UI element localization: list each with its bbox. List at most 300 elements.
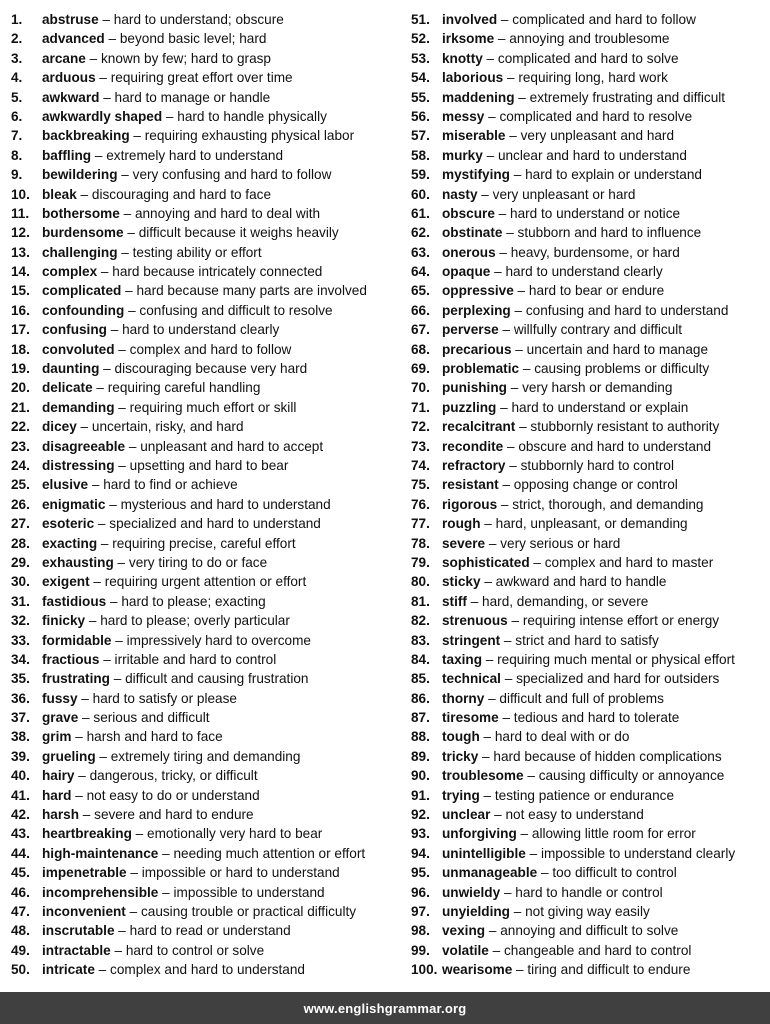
item-word: exhausting <box>42 554 114 570</box>
item-number: 94. <box>411 845 430 861</box>
item-definition: requiring precise, careful effort <box>112 535 296 551</box>
item-word: inscrutable <box>42 923 115 939</box>
item-number: 9. <box>11 167 23 183</box>
item-word: tough <box>442 729 480 745</box>
item-definition: awkward and hard to handle <box>495 574 667 590</box>
item-separator: – <box>76 186 92 202</box>
item-separator: – <box>509 903 526 919</box>
item-number: 98. <box>411 923 430 939</box>
list-item <box>411 631 770 650</box>
item-word: tricky <box>442 748 479 764</box>
item-separator: – <box>94 516 110 532</box>
item-separator: – <box>114 341 130 357</box>
item-number: 57. <box>411 128 430 144</box>
item-word: messy <box>442 108 485 124</box>
item-definition: hard because many parts are involved <box>136 283 367 299</box>
list-item <box>11 708 411 727</box>
item-word: harsh <box>42 807 80 823</box>
item-separator: – <box>111 632 127 648</box>
item-separator: – <box>494 31 510 47</box>
list-item <box>11 844 411 863</box>
item-number: 64. <box>411 264 430 280</box>
item-word: daunting <box>42 361 100 377</box>
item-word: burdensome <box>42 225 124 241</box>
list-item <box>411 902 770 921</box>
list-item <box>411 611 770 630</box>
item-definition: stubborn and hard to influence <box>517 225 702 241</box>
item-separator: – <box>162 108 178 124</box>
item-number: 44. <box>11 845 30 861</box>
item-number: 34. <box>11 651 30 667</box>
item-separator: – <box>99 361 115 377</box>
item-separator: – <box>525 845 541 861</box>
item-separator: – <box>480 574 496 590</box>
item-separator: – <box>85 50 101 66</box>
list-item <box>11 669 411 688</box>
footer-banner <box>0 992 770 1024</box>
item-number: 14. <box>11 264 30 280</box>
item-word: rigorous <box>442 496 498 512</box>
list-item <box>11 747 411 766</box>
item-definition: hard to handle physically <box>177 108 327 124</box>
item-word: obscure <box>442 205 495 221</box>
item-number: 2. <box>11 31 23 47</box>
item-number: 20. <box>11 380 30 396</box>
item-definition: causing problems or difficulty <box>534 361 710 377</box>
list-item <box>11 921 411 940</box>
item-separator: – <box>479 729 495 745</box>
list-item <box>411 689 770 708</box>
item-separator: – <box>503 438 519 454</box>
list-item <box>11 301 411 320</box>
item-word: precarious <box>442 341 512 357</box>
item-separator: – <box>99 651 115 667</box>
item-word: awkward <box>42 89 100 105</box>
item-number: 100. <box>411 962 438 978</box>
item-word: dicey <box>42 419 77 435</box>
list-item <box>411 437 770 456</box>
item-number: 80. <box>411 574 430 590</box>
item-number: 52. <box>411 31 430 47</box>
item-word: wearisome <box>442 962 513 978</box>
item-separator: – <box>519 361 535 377</box>
item-number: 78. <box>411 535 430 551</box>
item-definition: hard because intricately connected <box>112 264 323 280</box>
list-item <box>411 514 770 533</box>
item-definition: hard to explain or understand <box>525 167 702 183</box>
item-separator: – <box>113 554 129 570</box>
item-definition: not giving way easily <box>525 903 650 919</box>
item-number: 21. <box>11 399 30 415</box>
item-definition: uncertain, risky, and hard <box>91 419 244 435</box>
item-word: onerous <box>442 244 496 260</box>
item-definition: stubbornly hard to control <box>520 457 674 473</box>
item-separator: – <box>523 768 539 784</box>
item-definition: requiring intense effort or energy <box>522 613 720 629</box>
item-separator: – <box>505 457 521 473</box>
list-item <box>11 204 411 223</box>
item-number: 38. <box>11 729 30 745</box>
item-separator: – <box>158 884 174 900</box>
item-word: unclear <box>442 807 491 823</box>
item-number: 36. <box>11 690 30 706</box>
item-word: puzzling <box>442 399 497 415</box>
item-separator: – <box>485 923 501 939</box>
item-definition: requiring careful handling <box>107 380 261 396</box>
item-separator: – <box>505 128 521 144</box>
item-separator: – <box>99 89 115 105</box>
item-separator: – <box>117 244 133 260</box>
item-separator: – <box>514 89 530 105</box>
item-number: 83. <box>411 632 430 648</box>
item-separator: – <box>509 167 526 183</box>
item-definition: requiring great effort over time <box>110 70 293 86</box>
item-definition: hard, demanding, or severe <box>482 593 649 609</box>
item-definition: requiring long, hard work <box>518 70 668 86</box>
list-item <box>411 650 770 669</box>
list-item <box>11 320 411 339</box>
item-definition: impossible to understand <box>173 884 325 900</box>
item-definition: difficult and causing frustration <box>125 671 309 687</box>
item-definition: annoying and difficult to solve <box>500 923 679 939</box>
item-separator: – <box>78 710 94 726</box>
item-definition: very unpleasant or hard <box>492 186 636 202</box>
item-number: 27. <box>11 516 30 532</box>
item-number: 16. <box>11 302 30 318</box>
item-definition: annoying and troublesome <box>509 31 670 47</box>
item-separator: – <box>114 923 130 939</box>
item-word: vexing <box>442 923 486 939</box>
item-number: 61. <box>411 205 430 221</box>
item-word: confusing <box>42 322 107 338</box>
item-word: high-maintenance <box>42 845 159 861</box>
item-number: 54. <box>411 70 430 86</box>
list-item <box>11 68 411 87</box>
item-definition: annoying and hard to deal with <box>134 205 321 221</box>
item-definition: impossible or hard to understand <box>141 865 340 881</box>
item-word: unyielding <box>442 903 510 919</box>
item-number: 63. <box>411 244 430 260</box>
item-definition: hard to understand clearly <box>122 322 280 338</box>
item-word: punishing <box>442 380 507 396</box>
item-number: 5. <box>11 89 23 105</box>
list-item <box>411 185 770 204</box>
item-word: distressing <box>42 457 115 473</box>
item-word: exacting <box>42 535 98 551</box>
item-word: recondite <box>442 438 504 454</box>
item-separator: – <box>105 496 121 512</box>
footer-url: www.englishgrammar.org <box>303 1000 467 1016</box>
list-item <box>11 340 411 359</box>
item-separator: – <box>485 535 501 551</box>
item-separator: – <box>121 283 137 299</box>
list-item <box>411 495 770 514</box>
item-word: sophisticated <box>442 554 530 570</box>
item-word: oppressive <box>442 283 514 299</box>
list-item <box>11 281 411 300</box>
item-definition: testing ability or effort <box>132 244 262 260</box>
list-item <box>411 223 770 242</box>
item-word: inconvenient <box>42 903 126 919</box>
item-word: advanced <box>42 31 105 47</box>
item-number: 86. <box>411 690 430 706</box>
item-definition: willfully contrary and difficult <box>513 322 683 338</box>
item-definition: serious and difficult <box>93 710 210 726</box>
item-word: laborious <box>442 70 504 86</box>
item-definition: upsetting and hard to bear <box>129 457 289 473</box>
item-word: baffling <box>42 147 92 163</box>
item-definition: specialized and hard for outsiders <box>516 671 720 687</box>
list-item <box>11 456 411 475</box>
item-word: fractious <box>42 651 100 667</box>
item-definition: hard to handle or control <box>515 884 663 900</box>
item-separator: – <box>480 516 496 532</box>
item-number: 99. <box>411 942 430 958</box>
item-separator: – <box>482 147 498 163</box>
item-separator: – <box>488 942 504 958</box>
item-definition: hard to control or solve <box>125 942 265 958</box>
item-word: maddening <box>442 89 515 105</box>
item-separator: – <box>537 865 553 881</box>
item-word: complicated <box>42 283 122 299</box>
item-word: grueling <box>42 748 96 764</box>
item-word: complex <box>42 264 98 280</box>
list-item <box>11 592 411 611</box>
item-separator: – <box>500 884 516 900</box>
item-word: disagreeable <box>42 438 126 454</box>
item-word: fastidious <box>42 593 107 609</box>
item-number: 47. <box>11 903 30 919</box>
item-number: 37. <box>11 710 30 726</box>
item-word: taxing <box>442 651 483 667</box>
item-number: 72. <box>411 419 430 435</box>
list-item <box>411 204 770 223</box>
list-item <box>411 146 770 165</box>
item-word: confounding <box>42 302 125 318</box>
list-item <box>11 727 411 746</box>
item-definition: not easy to understand <box>505 807 644 823</box>
item-separator: – <box>98 12 114 27</box>
item-definition: hard to understand or notice <box>510 205 681 221</box>
item-word: incomprehensible <box>42 884 159 900</box>
list-item <box>411 243 770 262</box>
item-definition: hard to deal with or do <box>494 729 630 745</box>
item-word: murky <box>442 147 483 163</box>
item-number: 81. <box>411 593 430 609</box>
item-separator: – <box>529 554 545 570</box>
item-number: 43. <box>11 826 30 842</box>
list-item <box>11 165 411 184</box>
item-separator: – <box>125 438 141 454</box>
item-definition: specialized and hard to understand <box>109 516 321 532</box>
item-definition: testing patience or endurance <box>494 787 674 803</box>
item-word: miserable <box>442 128 506 144</box>
item-number: 8. <box>11 147 23 163</box>
list-item <box>11 126 411 145</box>
list-item <box>11 941 411 960</box>
item-word: bothersome <box>42 205 120 221</box>
item-separator: – <box>482 50 498 66</box>
list-item <box>411 359 770 378</box>
item-word: challenging <box>42 244 118 260</box>
item-number: 11. <box>11 205 30 221</box>
list-item <box>411 727 770 746</box>
item-number: 4. <box>11 70 23 86</box>
item-separator: – <box>494 205 511 221</box>
item-number: 82. <box>411 613 430 629</box>
item-word: stringent <box>442 632 501 648</box>
item-word: involved <box>442 12 498 27</box>
item-word: elusive <box>42 477 89 493</box>
item-number: 85. <box>411 671 430 687</box>
item-definition: causing difficulty or annoyance <box>538 768 725 784</box>
item-definition: stubbornly resistant to authority <box>530 419 720 435</box>
item-separator: – <box>110 942 126 958</box>
item-separator: – <box>88 477 104 493</box>
item-separator: – <box>158 845 174 861</box>
list-item <box>411 29 770 48</box>
item-separator: – <box>478 748 494 764</box>
item-number: 29. <box>11 554 30 570</box>
item-number: 53. <box>411 50 430 66</box>
item-word: unforgiving <box>442 826 517 842</box>
item-definition: complex and hard to follow <box>129 341 292 357</box>
item-separator: – <box>109 671 126 687</box>
item-definition: complicated and hard to follow <box>512 12 696 27</box>
list-item <box>411 553 770 572</box>
item-number: 22. <box>11 419 30 435</box>
item-number: 15. <box>11 283 30 299</box>
item-separator: – <box>479 787 495 803</box>
item-definition: not easy to do or understand <box>86 787 260 803</box>
list-item <box>411 378 770 397</box>
item-number: 40. <box>11 768 30 784</box>
item-word: trying <box>442 787 480 803</box>
list-item <box>411 766 770 785</box>
item-separator: – <box>477 186 493 202</box>
list-item <box>11 650 411 669</box>
item-number: 67. <box>411 322 430 338</box>
list-item <box>11 29 411 48</box>
item-number: 10. <box>11 186 30 202</box>
list-item <box>411 805 770 824</box>
item-definition: impossible to understand clearly <box>540 845 736 861</box>
item-definition: unclear and hard to understand <box>497 147 687 163</box>
item-number: 3. <box>11 50 23 66</box>
item-definition: strict and hard to satisfy <box>515 632 659 648</box>
item-separator: – <box>89 574 105 590</box>
list-item <box>11 378 411 397</box>
word-list <box>0 10 770 986</box>
item-definition: mysterious and hard to understand <box>120 496 331 512</box>
list-item <box>11 398 411 417</box>
item-separator: – <box>117 167 133 183</box>
list-item <box>411 669 770 688</box>
item-separator: – <box>114 457 130 473</box>
item-number: 89. <box>411 748 430 764</box>
list-item <box>11 824 411 843</box>
item-definition: too difficult to control <box>552 865 677 881</box>
item-word: stiff <box>442 593 467 609</box>
item-number: 50. <box>11 962 30 978</box>
item-separator: – <box>497 12 513 27</box>
item-definition: requiring much mental or physical effort <box>497 651 735 667</box>
list-item <box>11 534 411 553</box>
item-number: 28. <box>11 535 30 551</box>
item-separator: – <box>482 651 498 667</box>
item-number: 23. <box>11 438 30 454</box>
item-definition: hard to find or achieve <box>103 477 238 493</box>
list-item <box>11 611 411 630</box>
item-separator: – <box>79 807 95 823</box>
item-separator: – <box>104 31 120 47</box>
item-word: unwieldy <box>442 884 501 900</box>
item-definition: hard because of hidden complications <box>493 748 722 764</box>
item-definition: allowing little room for error <box>531 826 696 842</box>
item-word: mystifying <box>442 167 510 183</box>
item-number: 84. <box>411 651 430 667</box>
item-word: obstinate <box>442 225 503 241</box>
list-item <box>11 417 411 436</box>
item-definition: extremely tiring and demanding <box>110 748 301 764</box>
list-item <box>411 921 770 940</box>
item-word: arcane <box>42 50 86 66</box>
item-separator: – <box>92 380 108 396</box>
item-separator: – <box>74 768 90 784</box>
item-separator: – <box>495 244 511 260</box>
list-item <box>411 572 770 591</box>
item-number: 55. <box>411 89 430 105</box>
item-separator: – <box>71 787 87 803</box>
item-word: opaque <box>442 264 491 280</box>
list-item <box>411 88 770 107</box>
item-word: perverse <box>442 322 499 338</box>
list-item <box>11 805 411 824</box>
item-definition: complicated and hard to solve <box>497 50 679 66</box>
item-definition: hard to read or understand <box>129 923 291 939</box>
item-definition: obscure and hard to understand <box>518 438 712 454</box>
item-separator: – <box>507 613 523 629</box>
item-word: convoluted <box>42 341 115 357</box>
list-item <box>11 49 411 68</box>
item-word: intricate <box>42 962 95 978</box>
item-definition: uncertain and hard to manage <box>526 341 709 357</box>
item-separator: – <box>484 108 500 124</box>
item-number: 66. <box>411 302 430 318</box>
word-list-column-right <box>411 10 770 980</box>
list-item <box>411 49 770 68</box>
item-number: 79. <box>411 554 430 570</box>
item-separator: – <box>97 264 113 280</box>
item-word: refractory <box>442 457 506 473</box>
item-number: 76. <box>411 496 430 512</box>
item-word: problematic <box>442 361 520 377</box>
item-word: hairy <box>42 768 75 784</box>
item-definition: very harsh or demanding <box>522 380 673 396</box>
list-item <box>411 262 770 281</box>
item-definition: hard to understand or explain <box>511 399 689 415</box>
list-item <box>411 320 770 339</box>
item-number: 74. <box>411 457 430 473</box>
item-definition: beyond basic level; hard <box>119 31 267 47</box>
list-item <box>11 514 411 533</box>
item-separator: – <box>106 322 123 338</box>
list-item <box>11 863 411 882</box>
item-separator: – <box>510 302 526 318</box>
item-number: 39. <box>11 748 30 764</box>
list-item <box>411 340 770 359</box>
item-number: 92. <box>411 807 430 823</box>
